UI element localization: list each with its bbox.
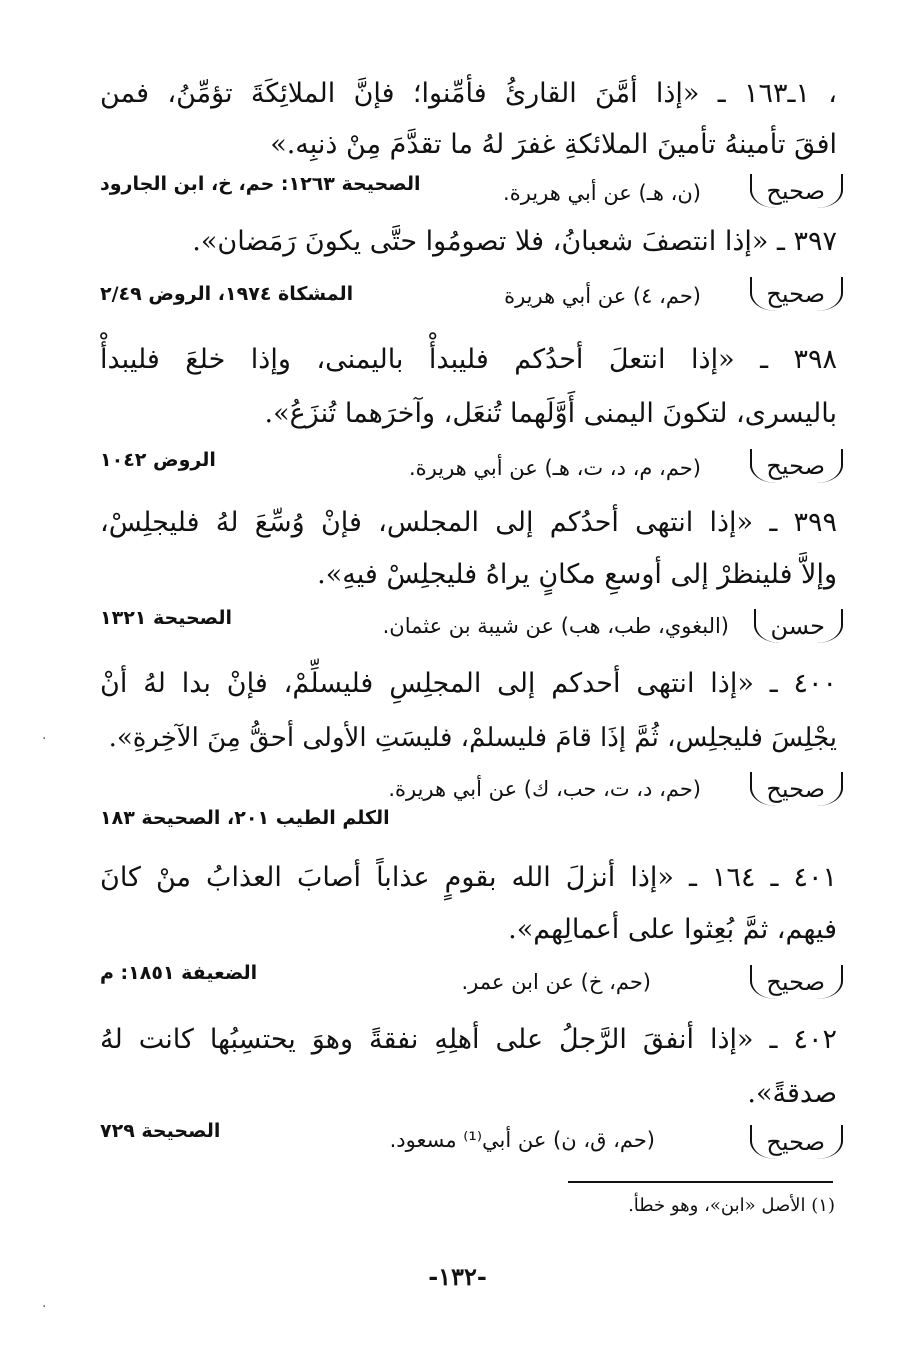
hadith-line: باليسرى، لتكونَ اليمنى أَوَّلَهما تُنعَل، وآخرَهما تُنزَعُ». [264, 398, 837, 429]
source-citation: (حم، د، ت، حب، ك) عن أبي هريرة. [388, 777, 701, 801]
hadith-line: ٤٠٠ ـ «إذا انتهى أحدكم إلى المجلِسِ فليسلِّمْ، فإنْ بدا لهُ أنْ [100, 668, 837, 699]
hadith-line: ٣٩٩ ـ «إذا انتهى أحدُكم إلى المجلس، فإنْ وُسِّعَ لهُ فليجلِسْ، [100, 507, 837, 538]
margin-mark: · [42, 731, 47, 747]
grade-label: حسن [754, 609, 843, 643]
grade-label: صحيح [750, 772, 843, 806]
source-citation: (البغوي، طب، هب) عن شيبة بن عثمان. [382, 614, 729, 638]
source-citation: (ن، هـ) عن أبي هريرة. [503, 181, 701, 205]
grade-label: صحيح [750, 174, 843, 208]
reference-note: الصحيحة ١٣٢١ [100, 607, 233, 629]
reference-note: الضعيفة ١٨٥١: م [100, 962, 258, 984]
reference-note: الكلم الطيب ٢٠١، الصحيحة ١٨٣ [100, 807, 390, 829]
source-citation: (حم، م، د، ت، هـ) عن أبي هريرة. [408, 456, 701, 480]
grade-label: صحيح [750, 1125, 843, 1159]
page-number: -١٣٢- [428, 1262, 487, 1291]
footnote: (١) الأصل «ابن»، وهو خطأ. [628, 1195, 835, 1216]
grade-label: صحيح [750, 277, 843, 311]
hadith-line: ٤٠٢ ـ «إذا أنفقَ الرَّجلُ على أهلِهِ نفقةً وهوَ يحتسِبُها كانت لهُ [100, 1024, 837, 1055]
hadith-line: ٣٩٨ ـ «إذا انتعلَ أحدُكم فليبدأْ باليمنى، وإذا خلعَ فليبدأْ [100, 344, 837, 375]
hadith-line: افقَ تأمينهُ تأمينَ الملائكةِ غفرَ لهُ ما تقدَّمَ مِنْ ذنبِه.» [270, 129, 837, 160]
grade-label: صحيح [750, 449, 843, 483]
hadith-line: ٤٠١ ـ ١٦٤ ـ «إذا أنزلَ الله بقومٍ عذاباً أصابَ العذابُ منْ كانَ [100, 862, 837, 893]
reference-note: المشكاة ١٩٧٤، الروض ٢/٤٩ [100, 283, 354, 305]
reference-note: الروض ١٠٤٢ [100, 449, 216, 471]
margin-mark: · [42, 1299, 47, 1315]
source-citation: (حم، ٤) عن أبي هريرة [504, 284, 701, 308]
source-citation: (حم، خ) عن ابن عمر. [461, 970, 651, 994]
reference-note: الصحيحة ٧٢٩ [100, 1120, 221, 1142]
footnote-separator [568, 1181, 833, 1183]
hadith-line: صدقةً». [747, 1078, 837, 1109]
reference-note: الصحيحة ١٢٦٣: حم، خ، ابن الجارود [100, 173, 421, 195]
hadith-line: فيهم، ثمَّ بُعِثوا على أعمالِهم». [508, 914, 837, 945]
hadith-line: ، ١ـ١٦٣ ـ «إذا أمَّنَ القارئُ فأمِّنوا؛ فإنَّ الملائِكَةَ تؤمِّنُ، فمن [100, 78, 837, 109]
hadith-line: وإلاَّ فلينظرْ إلى أوسعِ مكانٍ يراهُ فليجلِسْ فيهِ». [317, 559, 837, 590]
source-citation: (حم، ق، ن) عن أبي⁽¹⁾ مسعود. [389, 1128, 655, 1152]
grade-label: صحيح [750, 965, 843, 999]
hadith-line: يجْلِسَ فليجلِس، ثُمَّ إذَا قامَ فليسلمْ، فليسَتِ الأولى أحقُّ مِنَ الآخِرةِ». [108, 723, 837, 753]
hadith-line: ٣٩٧ ـ «إذا انتصفَ شعبانُ، فلا تصومُوا حتَّى يكونَ رَمَضان». [192, 226, 837, 257]
